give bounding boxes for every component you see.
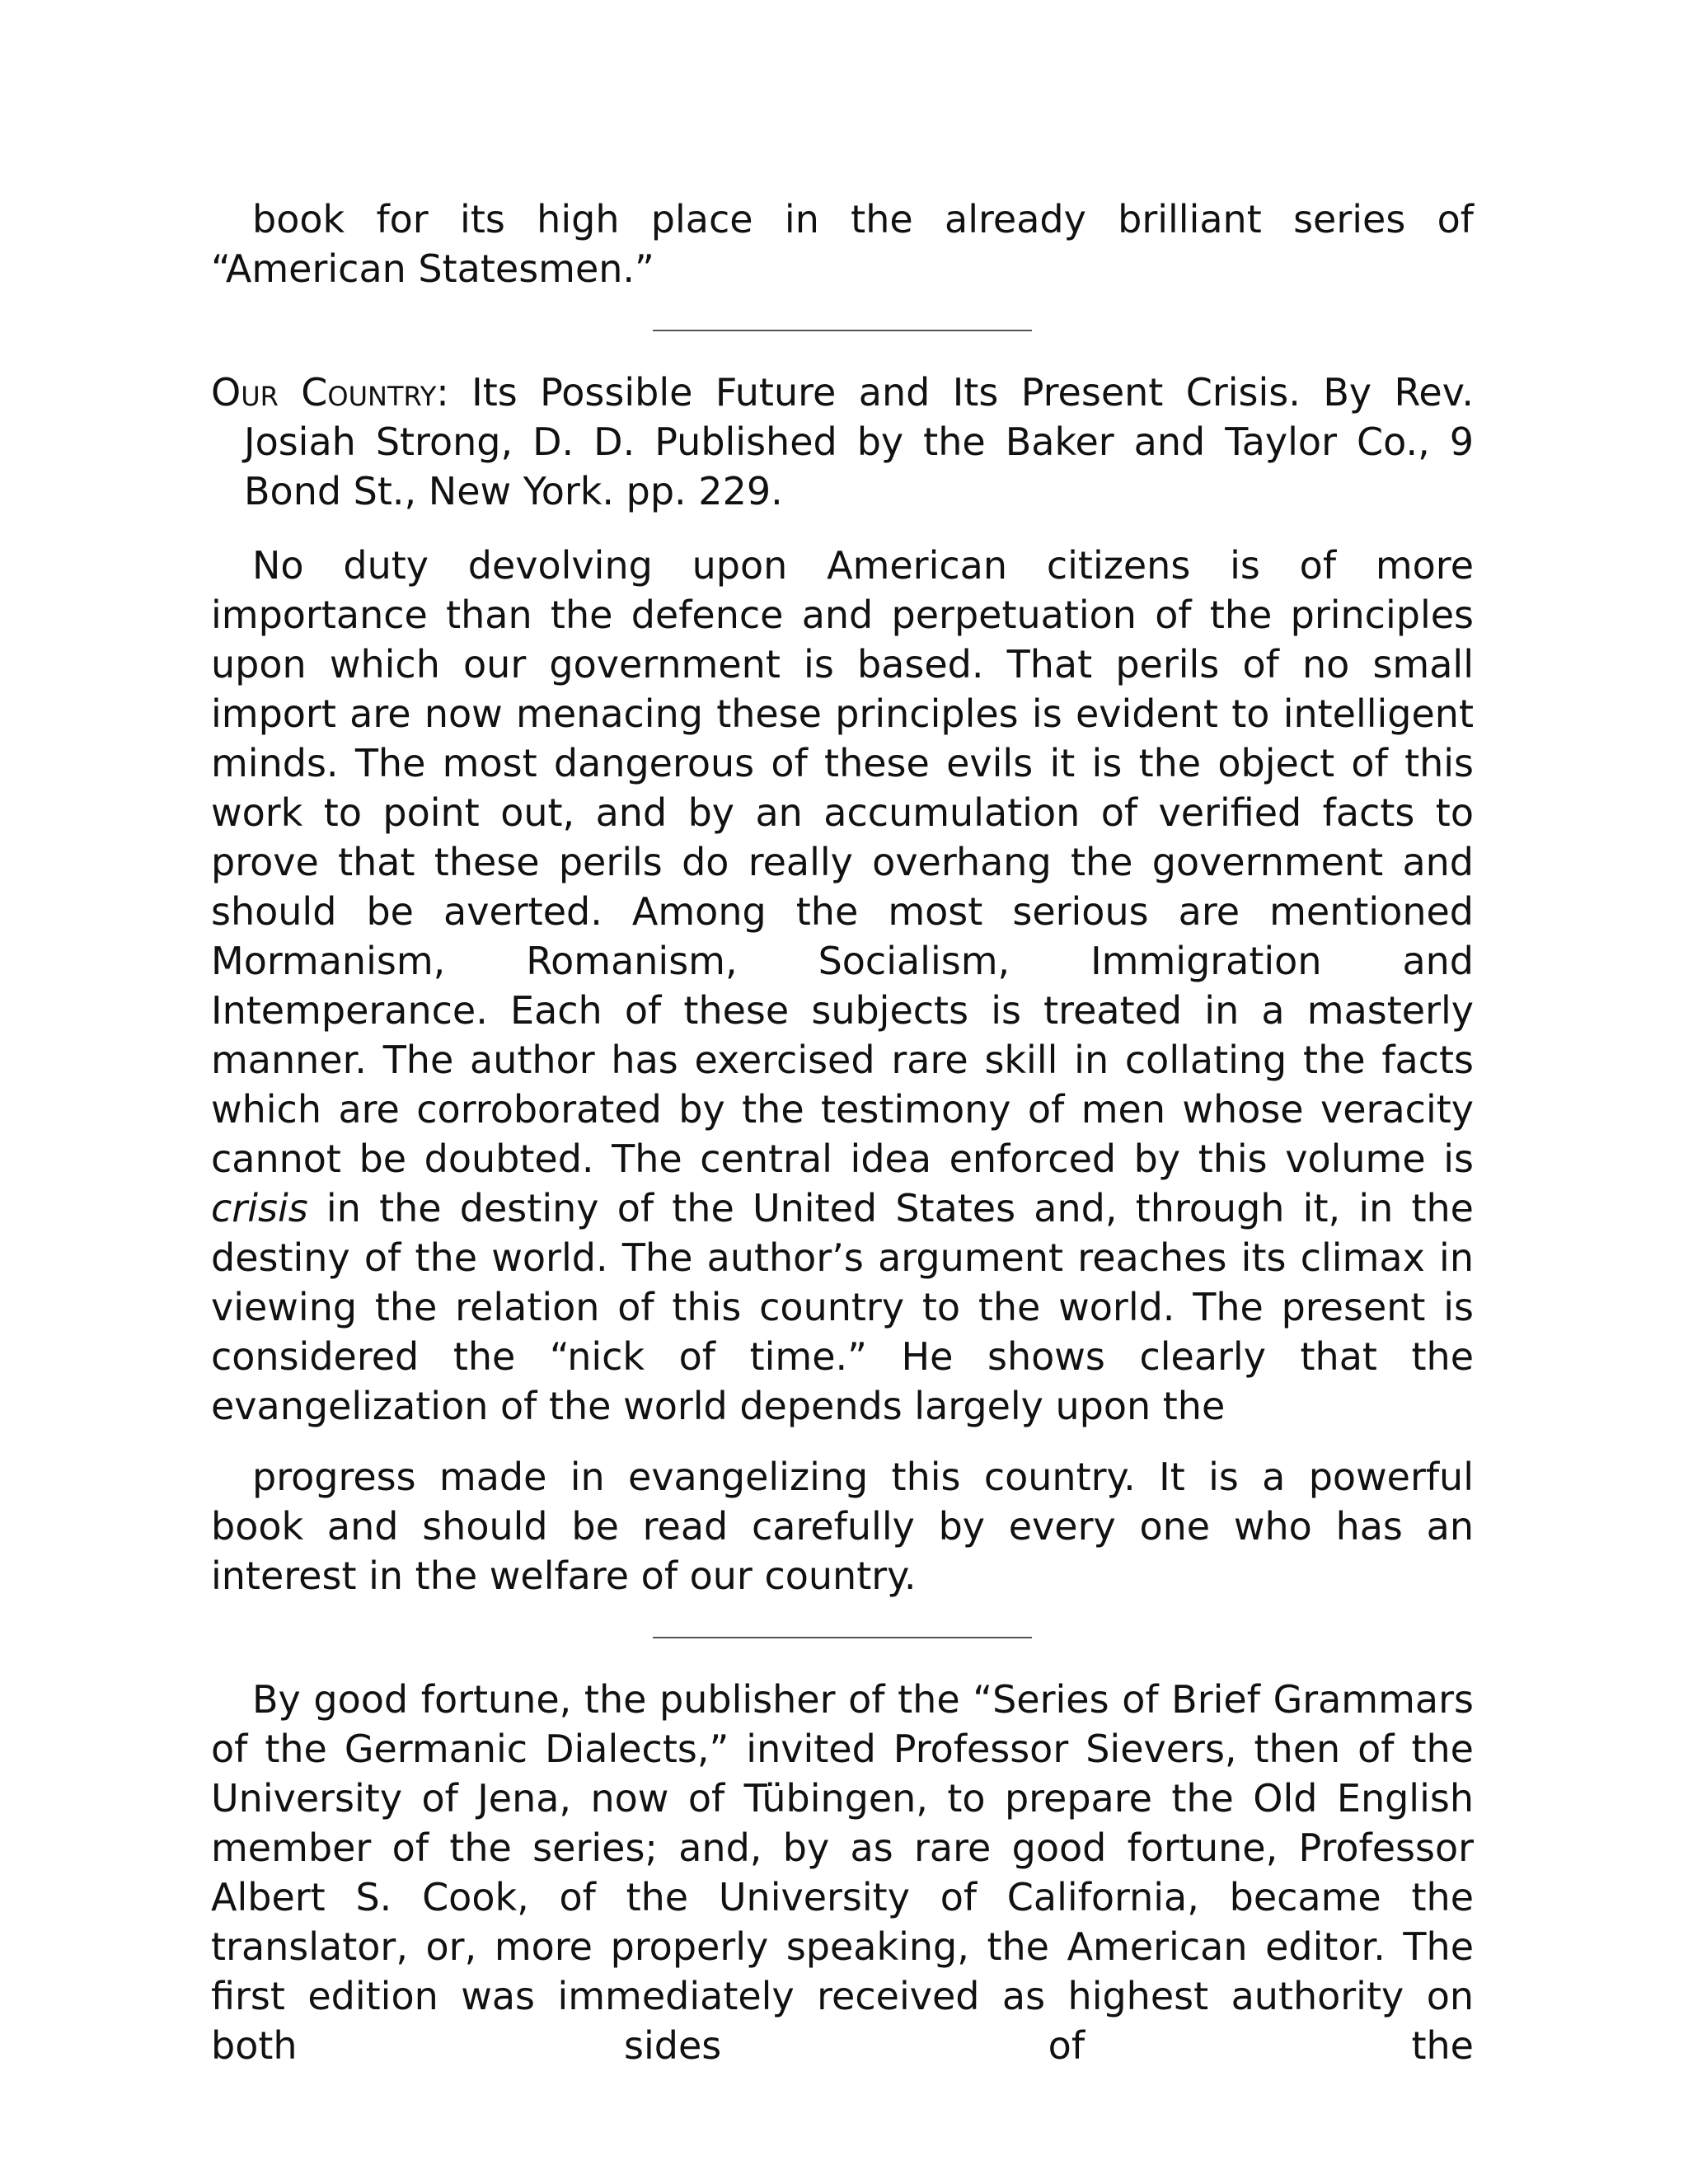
book-title: Our Country xyxy=(211,370,437,415)
page-content xyxy=(211,194,1474,2070)
top-paragraph: book for its high place in the already brilliant series of “American Statesmen.” xyxy=(211,197,1474,291)
page-break-gap xyxy=(211,1431,1474,1452)
final-paragraph: By good fortune, the publisher of the “Series of Brief Grammars of the Germanic Dialects,” invited Professor Sievers, then of the University of Jena, now of Tübingen, to prepare the Old English member of the series; and, by as rare good fortune, Professor Albert S. Cook, of the University of California, became the translator, or, more properly speaking, the American editor. The first edition was immediately received as highest authority on both sides of the xyxy=(211,1677,1474,2068)
citation-details: : Its Possible Future and Its Present Crisis. By Rev. Josiah Strong, D. D. Published by the Baker and Taylor Co., 9 Bond St., New York. pp. 229. xyxy=(244,370,1474,513)
review-paragraph xyxy=(211,541,1474,1431)
review-text-part-1: No duty devolving upon American citizens is of more importance than the defence and perpetuation of the principles upon which our government is based. That perils of no small import are now menacing these principles is evident to intelligent minds. The most dangerous of these evils it is the object of this work to point out, and by an accumulation of verified facts to prove that these perils do really overhang the government and should be averted. Among the most serious are mentioned Mormanism, Romanism, Socialism, Immigration and Intemperance. Each of these subjects is treated in a masterly manner. The author has exercised rare skill in collating the facts which are corroborated by the testimony of men whose veracity cannot be doubted. The central idea enforced by this volume is xyxy=(211,543,1474,1181)
section-divider-2 xyxy=(653,1637,1032,1638)
review-continuation: progress made in evangelizing this country. It is a powerful book and should be read carefully by every one who has an interest in the welfare of our country. xyxy=(211,1455,1474,1598)
section-divider xyxy=(653,330,1032,331)
review-emphasis: crisis xyxy=(211,1186,308,1230)
book-citation xyxy=(211,368,1474,516)
review-text-part-2: in the destiny of the United States and, through it, in the destiny of the world. The author’s argument reaches its climax in viewing the relation of this country to the world. The present is considered the “nick of time.” He shows clearly that the evangelization of the world depends largely upon the xyxy=(211,1186,1474,1428)
